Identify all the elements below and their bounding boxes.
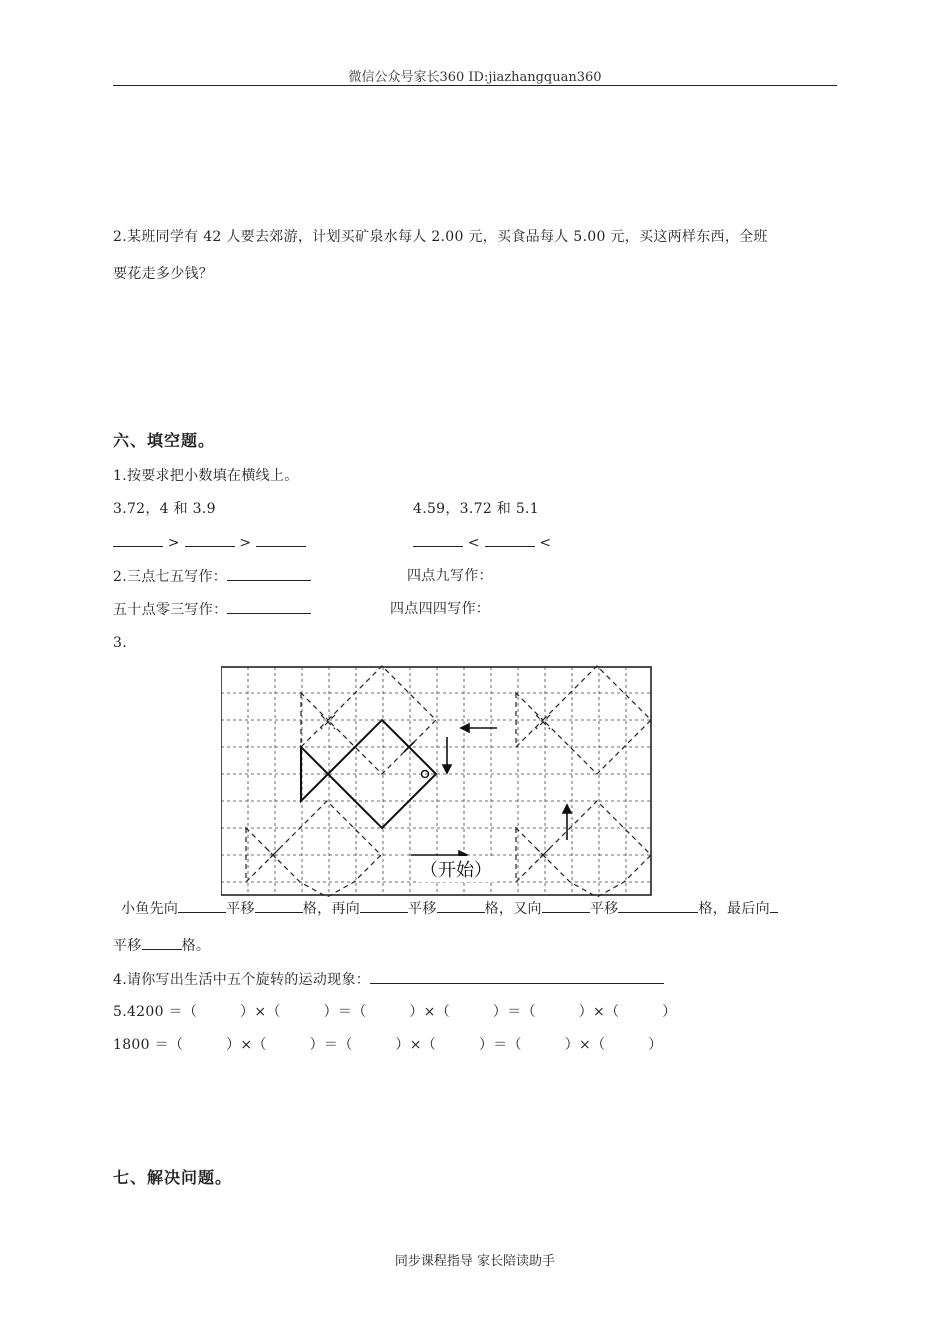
- page-header: 微信公众号家长360 ID:jiazhangquan360: [348, 70, 602, 85]
- answer-blank[interactable]: [618, 898, 698, 913]
- header-rule: [113, 85, 837, 86]
- answer-blank[interactable]: [770, 898, 778, 913]
- answer-blank[interactable]: [437, 898, 485, 913]
- start-label: （开始）: [420, 860, 492, 881]
- arrow-left-icon: [461, 724, 469, 732]
- arrow-up-icon: [563, 805, 571, 813]
- item-3-s6: 平移: [589, 901, 619, 917]
- greater-than: >: [239, 535, 252, 551]
- item-3-sentence-line1: [121, 898, 778, 919]
- item-3-label: 3.: [113, 635, 127, 651]
- page-footer: 同步课程指导 家长陪读助手: [394, 1254, 556, 1269]
- item-1-left-order: [113, 532, 306, 553]
- answer-blank[interactable]: [413, 532, 463, 547]
- item-3-s1: 小鱼先向: [121, 901, 179, 917]
- section-7-title: 七、解决问题。: [113, 1168, 233, 1187]
- movement-arrows: [411, 724, 571, 859]
- answer-blank[interactable]: [255, 898, 303, 913]
- item-3-s3: 格，再向: [302, 901, 361, 917]
- item-3-s5: 格，又向: [484, 901, 542, 917]
- section-6-title: 六、填空题。: [113, 431, 216, 450]
- item-4: [113, 969, 664, 990]
- answer-blank[interactable]: [185, 532, 235, 547]
- greater-than: >: [167, 535, 180, 551]
- answer-blank[interactable]: [142, 935, 182, 950]
- arrow-down-icon: [443, 765, 451, 773]
- item-3-s8: 平移: [113, 938, 142, 954]
- item-2-a-label: 2.三点七五写作：: [113, 569, 228, 585]
- question-2-line2: 要花走多少钱？: [113, 266, 214, 282]
- answer-blank[interactable]: [485, 532, 535, 547]
- answer-blank[interactable]: [113, 532, 163, 547]
- answer-blank[interactable]: [256, 532, 306, 547]
- item-3-s2: 平移: [226, 901, 255, 917]
- item-1-right-order: [413, 532, 551, 553]
- fish-translation-grid: [221, 665, 653, 897]
- answer-blank[interactable]: [227, 599, 311, 614]
- item-2-c-label: 五十点零三写作：: [113, 602, 228, 618]
- less-than: <: [539, 535, 552, 551]
- item-2-b: 四点九写作：: [407, 568, 493, 584]
- answer-blank[interactable]: [360, 898, 408, 913]
- dashed-fish-bottom-right: [516, 801, 651, 897]
- item-2-a: [113, 566, 311, 587]
- less-than: <: [467, 535, 480, 551]
- item-3-s4: 平移: [408, 901, 437, 917]
- item-3-s7: 格，最后向: [698, 901, 770, 917]
- item-1-prompt: 1.按要求把小数填在横线上。: [113, 468, 299, 484]
- answer-blank[interactable]: [542, 898, 590, 913]
- item-3-sentence-line2: [113, 935, 210, 956]
- item-1-right-numbers: 4.59，3.72 和 5.1: [413, 501, 540, 517]
- item-3-s9: 格。: [181, 938, 211, 954]
- answer-blank[interactable]: [370, 969, 664, 984]
- item-5-line2: 1800 ＝（ ）×（ ）＝（ ）×（ ）＝（ ）×（ ）: [113, 1037, 663, 1053]
- item-2-d: 四点四四写作：: [390, 601, 491, 617]
- item-1-left-numbers: 3.72，4 和 3.9: [113, 501, 216, 517]
- answer-blank[interactable]: [227, 566, 311, 581]
- question-2-line1: 2.某班同学有 42 人要去郊游，计划买矿泉水每人 2.00 元，买食品每人 5.00 元，买这两样东西，全班: [113, 229, 768, 245]
- dashed-fish-bottom-left: [246, 801, 381, 897]
- item-2-c: [113, 599, 311, 620]
- answer-blank[interactable]: [178, 898, 226, 913]
- item-4-label: 4.请你写出生活中五个旋转的运动现象：: [113, 972, 371, 988]
- item-5-line1: 5.4200 ＝（ ）×（ ）＝（ ）×（ ）＝（ ）×（ ）: [113, 1004, 677, 1020]
